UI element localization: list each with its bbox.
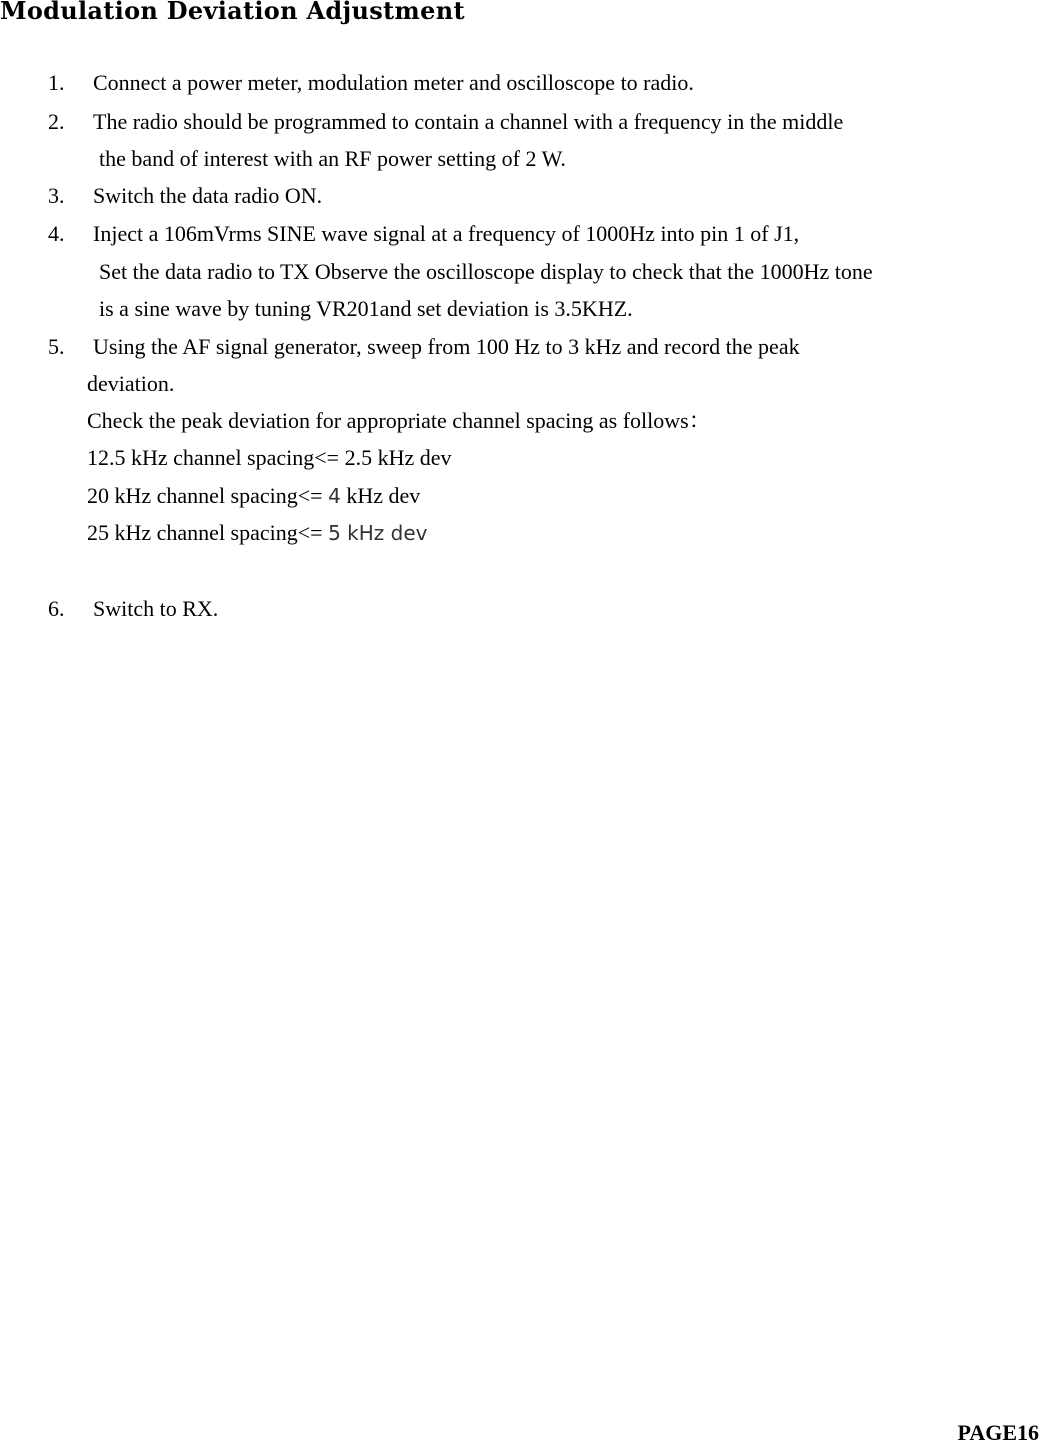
step-5-number: 5. [48,334,65,359]
spacing-rule-12-5 [87,445,452,471]
spacing-rule-value: 4 [328,484,341,508]
step-3-number: 3. [48,183,65,208]
step-2-text: The radio should be programmed to contain a channel with a frequency in the middle [93,109,844,134]
spacing-rule-unit: kHz dev [372,445,452,470]
step-4-text: Inject a 106mVrms SINE wave signal at a frequency of 1000Hz into pin 1 of J1, [93,221,800,246]
step-4-number: 4. [48,221,65,246]
step-5-text: Using the AF signal generator, sweep from 100 Hz to 3 kHz and record the peak [93,334,800,359]
step-5-continuation: deviation. [87,371,175,396]
spacing-rule-20 [87,483,420,509]
step-2-continuation: the band of interest with an RF power setting of 2 W. [99,146,566,171]
spacing-rule-label: 20 kHz channel spacing<= [87,483,329,508]
step-6-text: Switch to RX. [93,596,219,621]
step-6-number: 6. [48,596,65,621]
step-4-continuation-1: Set the data radio to TX Observe the oscilloscope display to check that the 1000Hz tone [99,259,873,284]
step-2-number: 2. [48,109,65,134]
page-title: Modulation Deviation Adjustment [0,0,465,25]
spacing-rule-25 [87,520,427,546]
spacing-rule-value: 5 kHz dev [328,521,428,545]
spacing-rule-unit: kHz dev [340,483,421,508]
page-number: PAGE16 [957,1420,1039,1445]
spacing-rule-label: 12.5 kHz channel spacing<= [87,445,345,470]
step-1-number: 1. [48,70,65,95]
spacing-rule-value: 2.5 [344,445,373,470]
step-4-continuation-2: is a sine wave by tuning VR201and set deviation is 3.5KHZ. [99,296,633,321]
spacing-rule-label: 25 kHz channel spacing<= [87,520,329,545]
step-5-instruction: Check the peak deviation for appropriate channel spacing as follows： [87,408,711,433]
step-3-text: Switch the data radio ON. [93,183,323,208]
step-1-text: Connect a power meter, modulation meter and oscilloscope to radio. [93,70,694,95]
